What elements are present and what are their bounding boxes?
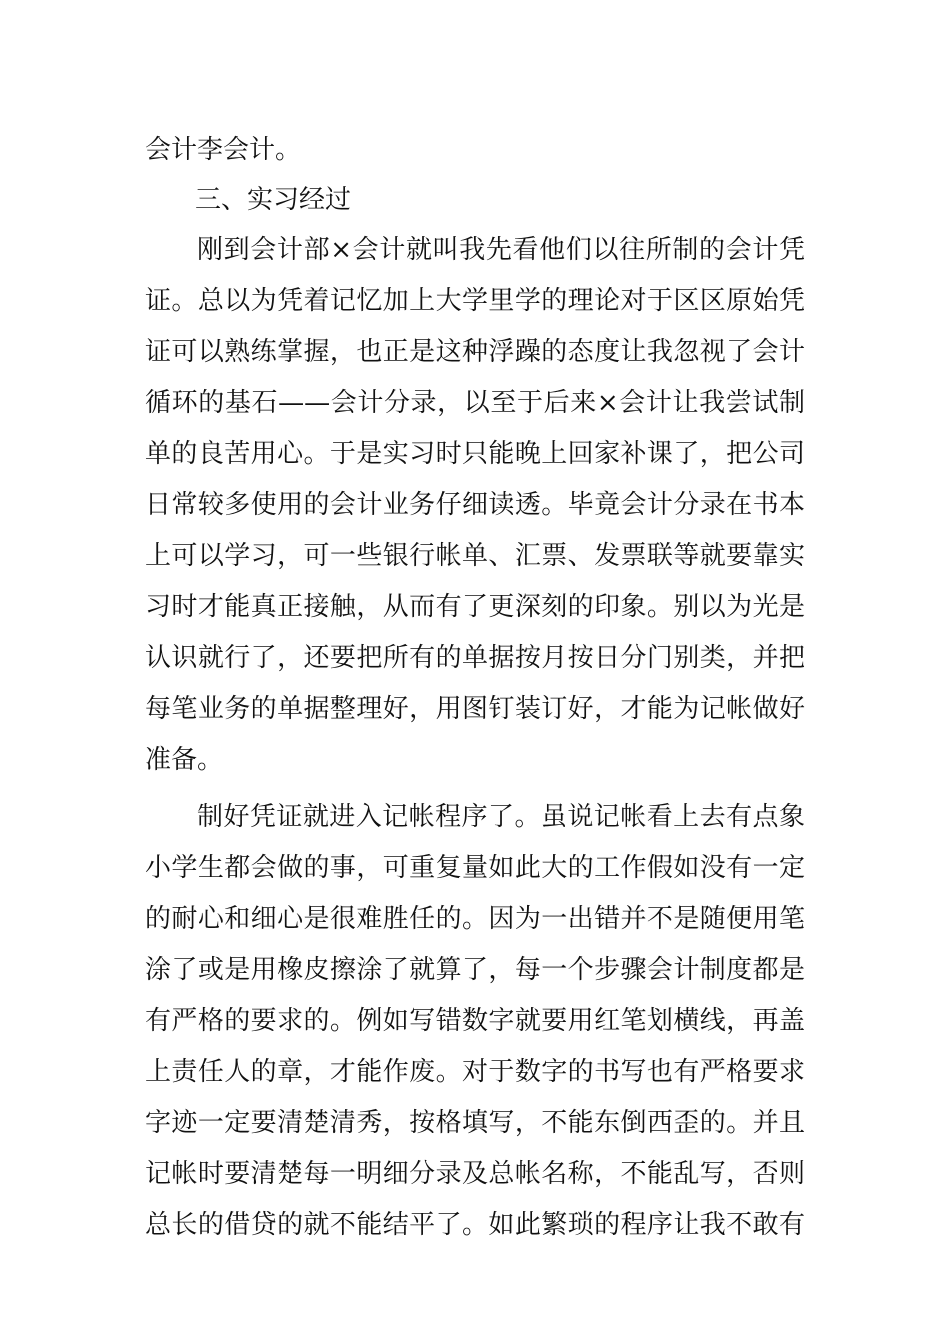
text-line: 循环的基石——会计分录，以至于后来×会计让我尝试制 [145, 388, 805, 418]
text-line: 上可以学习，可一些银行帐单、汇票、发票联等就要靠实 [145, 541, 805, 571]
text-line: 单的良苦用心。于是实习时只能晚上回家补课了，把公司 [145, 439, 805, 469]
text-line: 每笔业务的单据整理好，用图钉装订好，才能为记帐做好 [145, 694, 805, 724]
text-line: 证。总以为凭着记忆加上大学里学的理论对于区区原始凭 [145, 286, 805, 316]
text-line: 记帐时要清楚每一明细分录及总帐名称，不能乱写，否则 [145, 1159, 805, 1189]
text-line: 证可以熟练掌握，也正是这种浮躁的态度让我忽视了会计 [145, 337, 805, 367]
text-line: 的耐心和细心是很难胜任的。因为一出错并不是随便用笔 [145, 904, 805, 934]
text-line: 认识就行了，还要把所有的单据按月按日分门别类，并把 [145, 643, 805, 673]
text-line: 制好凭证就进入记帐程序了。虽说记帐看上去有点象 [197, 802, 805, 832]
text-line: 日常较多使用的会计业务仔细读透。毕竟会计分录在书本 [145, 490, 805, 520]
section-heading: 三、实习经过 [195, 185, 352, 215]
text-line: 上责任人的章，才能作废。对于数字的书写也有严格要求 [145, 1057, 805, 1087]
text-line: 字迹一定要清楚清秀，按格填写，不能东倒西歪的。并且 [145, 1108, 805, 1138]
text-line: 会计李会计。 [145, 135, 302, 165]
text-line: 习时才能真正接触，从而有了更深刻的印象。别以为光是 [145, 592, 805, 622]
text-line: 准备。 [145, 745, 224, 775]
text-line: 涂了或是用橡皮擦涂了就算了，每一个步骤会计制度都是 [145, 955, 805, 985]
text-line: 总长的借贷的就不能结平了。如此繁琐的程序让我不敢有 [145, 1210, 805, 1240]
text-line: 刚到会计部×会计就叫我先看他们以往所制的会计凭 [197, 235, 805, 265]
text-line: 有严格的要求的。例如写错数字就要用红笔划横线，再盖 [145, 1006, 805, 1036]
text-line: 小学生都会做的事，可重复量如此大的工作假如没有一定 [145, 853, 805, 883]
